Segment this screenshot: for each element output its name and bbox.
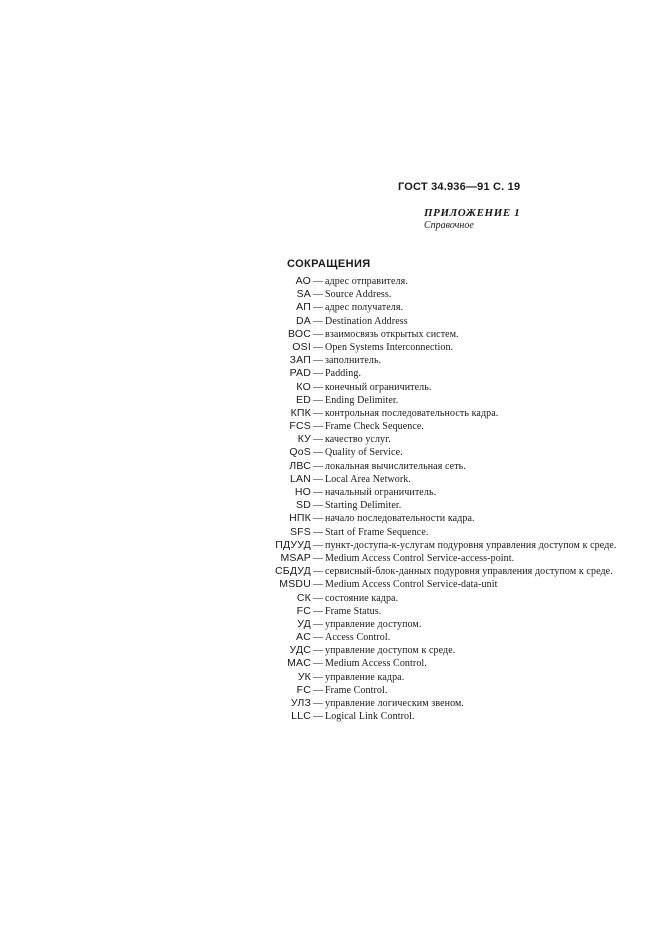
abbreviation-term: SD [296,499,311,512]
abbreviation-row [120,367,540,380]
abbreviation-term: НПК [289,512,311,525]
abbreviation-term: LAN [289,472,311,485]
abbreviation-definition: качество услуг. [325,434,391,446]
abbreviation-term: OSI [292,340,311,353]
abbreviation-term: SA [296,288,311,301]
abbreviation-definition: управление логическим звеном. [325,698,465,709]
document-reference: ГОСТ 34.936—91 С. 19 [398,181,521,193]
abbreviation-term: КПК [290,406,311,419]
abbreviation-row [120,710,540,723]
abbreviation-definition: Medium Access Control. [325,658,427,670]
abbreviation-dash: — [313,566,323,578]
abbreviation-dash: — [313,460,323,472]
abbreviation-dash: — [313,711,323,723]
abbreviation-definition: Frame Check Sequence. [325,421,425,433]
abbreviation-row [120,288,540,301]
abbreviation-definition: взаимосвязь открытых систем. [325,328,459,340]
abbreviation-definition: конечный ограничитель. [325,381,432,393]
abbreviation-dash: — [313,381,323,393]
abbreviation-definition: Access Control. [325,632,391,644]
abbreviation-term: FC [296,683,311,696]
abbreviation-definition: заполнитель. [325,355,382,367]
abbreviation-definition: пункт-доступа-к-услугам подуровня управления доступом к среде. [325,539,617,551]
abbreviation-dash: — [313,302,323,314]
abbreviation-dash: — [313,526,323,538]
abbreviation-dash: — [313,592,323,604]
abbreviation-definition: Logical Link Control. [325,711,415,723]
abbreviation-dash: — [313,289,323,301]
abbreviation-row [120,552,540,565]
abbreviation-definition: адрес отправителя. [325,276,408,287]
abbreviation-dash: — [313,618,323,630]
abbreviation-row [120,394,540,407]
abbreviation-definition: Source Address. [325,289,392,301]
abbreviation-definition: Quality of Service. [325,447,403,459]
abbreviation-dash: — [313,605,323,617]
abbreviation-definition: Starting Delimiter. [325,500,402,512]
abbreviation-dash: — [313,500,323,512]
abbreviation-row [120,657,540,670]
abbreviation-row [120,354,540,367]
abbreviation-dash: — [313,394,323,406]
abbreviation-term: MAC [287,657,311,670]
abbreviation-row [120,341,540,354]
abbreviation-row [120,381,540,394]
abbreviation-row [120,526,540,539]
abbreviation-dash: — [313,698,323,709]
abbreviation-term: FCS [289,420,311,433]
abbreviation-term: ПДУУД [275,538,311,551]
abbreviation-list [120,275,617,723]
abbreviation-dash: — [313,355,323,367]
abbreviation-definition: Local Area Network. [325,473,412,485]
abbreviation-term: ED [296,393,311,406]
abbreviation-row [120,538,617,552]
abbreviation-definition: Open Systems Interconnection. [325,341,454,353]
abbreviation-term: DA [296,314,311,327]
abbreviation-term: НО [294,486,311,498]
abbreviation-dash: — [313,473,323,485]
abbreviation-definition: Frame Control. [325,684,388,696]
abbreviation-definition: начало последовательности кадра. [325,513,475,525]
abbreviation-term: MSDU [279,578,311,591]
abbreviation-term: ЛВС [289,459,311,472]
abbreviation-definition: адрес получателя. [325,302,404,314]
appendix-subtitle: Справочное [424,220,474,231]
abbreviation-dash: — [313,539,323,551]
abbreviation-term: КО [296,380,311,393]
abbreviation-row [120,578,540,591]
abbreviation-definition: контрольная последовательность кадра. [325,407,499,419]
abbreviation-definition: Medium Access Control Service-data-unit [325,579,498,591]
appendix-title: ПРИЛОЖЕНИЕ 1 [424,207,521,219]
abbreviation-dash: — [313,421,323,433]
abbreviation-definition: локальная вычислительная сеть. [325,460,466,472]
abbreviation-row [120,697,540,710]
abbreviation-term: FC [296,604,311,617]
abbreviation-dash: — [313,276,323,287]
abbreviation-row [120,605,540,618]
abbreviation-dash: — [313,632,323,644]
abbreviation-row [120,433,540,446]
abbreviation-row [120,446,540,459]
abbreviation-term: УЛЗ [290,697,311,709]
abbreviation-row [120,499,540,512]
abbreviation-term: MSAP [280,551,311,564]
abbreviation-row [120,460,540,473]
abbreviation-row [120,565,613,578]
abbreviation-row [120,592,540,605]
abbreviation-definition: Medium Access Control Service-access-point. [325,552,515,564]
abbreviation-term: AC [296,631,311,644]
abbreviation-row [120,512,540,525]
abbreviation-term: УДС [289,644,311,657]
abbreviation-term: АП [296,301,311,314]
abbreviation-dash: — [313,552,323,564]
abbreviation-term: УК [297,670,311,683]
abbreviation-dash: — [313,434,323,446]
abbreviation-row [120,275,540,288]
abbreviation-dash: — [313,579,323,591]
abbreviation-term: LLC [291,710,311,723]
abbreviation-term: УД [297,617,311,630]
abbreviation-dash: — [313,487,323,498]
abbreviation-dash: — [313,671,323,683]
abbreviation-definition: управление кадра. [325,671,405,683]
abbreviation-dash: — [313,684,323,696]
abbreviation-row [120,315,540,328]
abbreviation-term: ВОС [287,327,311,340]
abbreviation-row [120,618,540,631]
abbreviation-term: PAD [289,367,311,380]
abbreviation-dash: — [313,368,323,380]
abbreviation-row [120,684,540,697]
abbreviation-dash: — [313,407,323,419]
abbreviation-definition: управление доступом. [325,618,422,630]
abbreviation-dash: — [313,658,323,670]
abbreviation-definition: сервисный-блок-данных подуровня управления доступом к среде. [325,566,613,578]
abbreviation-definition: Ending Delimiter. [325,394,399,406]
abbreviation-term: QoS [289,446,311,459]
abbreviation-row [120,407,540,420]
abbreviation-row [120,671,540,684]
abbreviation-row [120,301,540,314]
abbreviation-term: СК [296,591,311,604]
abbreviation-definition: Start of Frame Sequence. [325,526,429,538]
abbreviation-definition: начальный ограничитель. [325,487,437,498]
abbreviation-definition: состояние кадра. [325,592,399,604]
abbreviation-term: КУ [297,433,311,446]
abbreviation-term: СБДУД [274,565,311,578]
abbreviation-dash: — [313,645,323,657]
abbreviation-dash: — [313,328,323,340]
abbreviation-definition: Frame Status. [325,605,382,617]
abbreviation-term: ЗАП [289,354,311,367]
abbreviation-row [120,631,540,644]
section-title: СОКРАЩЕНИЯ [287,258,371,270]
abbreviation-definition: Padding. [325,368,362,380]
abbreviation-definition: Destination Address [325,315,408,327]
abbreviation-definition: управление доступом к среде. [325,645,456,657]
abbreviation-dash: — [313,315,323,327]
abbreviation-row [120,644,540,657]
abbreviation-row [120,486,540,499]
abbreviation-row [120,328,540,341]
abbreviation-row [120,473,540,486]
abbreviation-row [120,420,540,433]
abbreviation-term: АО [295,275,311,287]
abbreviation-term: SFS [289,525,311,538]
abbreviation-dash: — [313,513,323,525]
abbreviation-dash: — [313,341,323,353]
abbreviation-dash: — [313,447,323,459]
